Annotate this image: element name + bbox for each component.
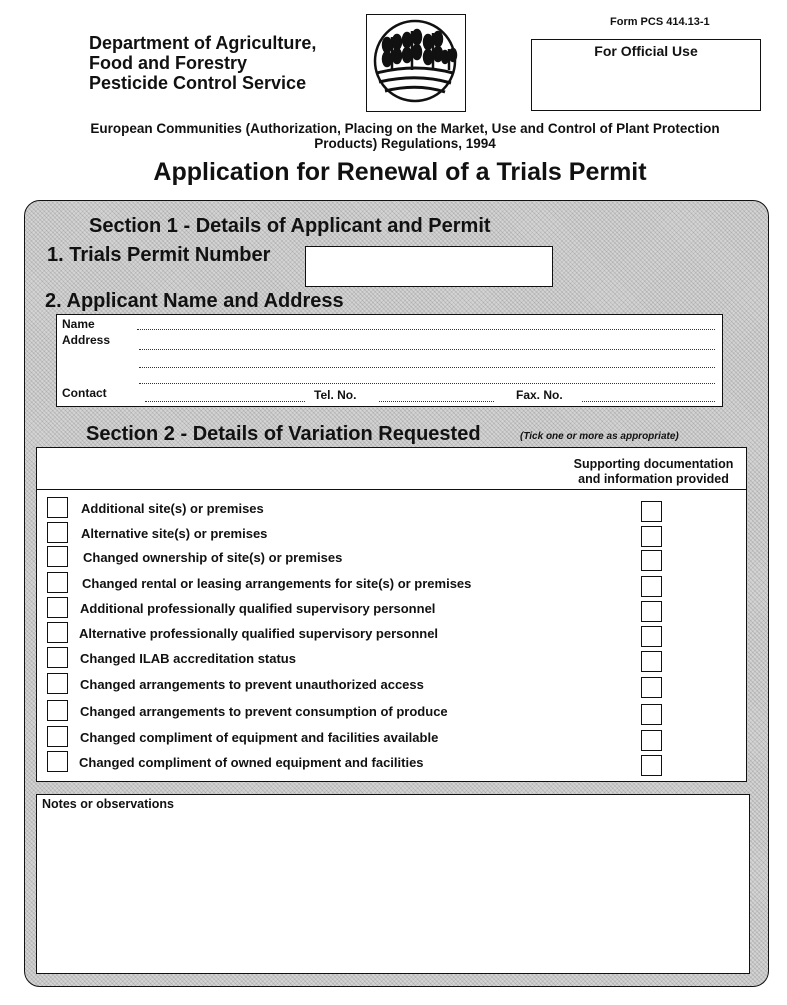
supporting-docs-checkbox[interactable] xyxy=(641,601,662,622)
applicant-details-box xyxy=(56,314,723,407)
department-line: Department of Agriculture, xyxy=(89,33,317,53)
variation-checkbox[interactable] xyxy=(47,497,68,518)
supporting-docs-checkbox[interactable] xyxy=(641,526,662,547)
department-line: Pesticide Control Service xyxy=(89,73,307,93)
regulations-text: European Communities (Authorization, Placing on the Market, Use and Control of Plant Protection Products) Regulations, 1994 xyxy=(90,121,720,151)
variation-checkbox[interactable] xyxy=(47,751,68,772)
address-field-line-2[interactable] xyxy=(139,367,715,368)
variation-label: Alternative professionally qualified supervisory personnel xyxy=(79,626,439,641)
page-title: Application for Renewal of a Trials Permit xyxy=(153,158,647,186)
variation-label: Changed arrangements to prevent unauthorized access xyxy=(80,677,424,692)
supporting-docs-checkbox[interactable] xyxy=(641,576,662,597)
variation-checkbox[interactable] xyxy=(47,522,68,543)
supporting-docs-header-line: Supporting documentation xyxy=(573,457,734,471)
address-field-line-1[interactable] xyxy=(139,349,715,350)
notes-field[interactable] xyxy=(36,794,750,974)
supporting-docs-checkbox[interactable] xyxy=(641,501,662,522)
tel-field[interactable] xyxy=(379,401,494,402)
notes-label: Notes or observations xyxy=(42,797,174,811)
department-line: Food and Forestry xyxy=(89,53,248,73)
section-2-note: (Tick one or more as appropriate) xyxy=(520,431,679,442)
official-use-label: For Official Use xyxy=(594,43,698,59)
variation-label: Additional professionally qualified supervisory personnel xyxy=(80,601,436,616)
variation-label: Changed compliment of owned equipment and facilities xyxy=(79,755,424,770)
variation-checkbox[interactable] xyxy=(47,700,68,721)
variation-label: Changed arrangements to prevent consumption of produce xyxy=(80,704,448,719)
address-label: Address xyxy=(62,333,111,347)
variation-checkbox[interactable] xyxy=(47,673,68,694)
fax-label: Fax. No. xyxy=(516,388,563,402)
variation-checkbox[interactable] xyxy=(47,726,68,747)
trials-permit-number-label: 1. Trials Permit Number xyxy=(47,244,271,266)
supporting-docs-header-line: and information provided xyxy=(578,472,729,486)
address-field-line-3[interactable] xyxy=(139,383,715,384)
variation-checkbox[interactable] xyxy=(47,546,68,567)
trials-permit-number-field[interactable] xyxy=(305,246,553,287)
variation-label: Changed ILAB accreditation status xyxy=(80,651,296,666)
department-emblem-icon xyxy=(366,14,466,112)
variation-checkbox[interactable] xyxy=(47,597,68,618)
contact-label: Contact xyxy=(62,386,107,400)
options-header-divider xyxy=(36,489,747,490)
applicant-name-address-label: 2. Applicant Name and Address xyxy=(45,290,344,312)
name-field[interactable] xyxy=(137,329,715,330)
supporting-docs-checkbox[interactable] xyxy=(641,677,662,698)
supporting-docs-checkbox[interactable] xyxy=(641,755,662,776)
variation-checkbox[interactable] xyxy=(47,572,68,593)
variation-label: Changed rental or leasing arrangements for site(s) or premises xyxy=(82,576,472,591)
section-1-title: Section 1 - Details of Applicant and Permit xyxy=(89,215,491,237)
supporting-docs-checkbox[interactable] xyxy=(641,730,662,751)
section-2-title: Section 2 - Details of Variation Requested xyxy=(86,423,481,445)
variation-label: Changed compliment of equipment and facilities available xyxy=(80,730,439,745)
variation-label: Changed ownership of site(s) or premises xyxy=(83,550,343,565)
variation-checkbox[interactable] xyxy=(47,622,68,643)
supporting-docs-checkbox[interactable] xyxy=(641,550,662,571)
supporting-docs-checkbox[interactable] xyxy=(641,651,662,672)
fax-field[interactable] xyxy=(582,401,715,402)
contact-field[interactable] xyxy=(145,401,305,402)
supporting-docs-header xyxy=(556,457,751,487)
supporting-docs-checkbox[interactable] xyxy=(641,626,662,647)
supporting-docs-checkbox[interactable] xyxy=(641,704,662,725)
form-number: Form PCS 414.13-1 xyxy=(610,16,710,28)
variation-label: Alternative site(s) or premises xyxy=(81,526,268,541)
variation-checkbox[interactable] xyxy=(47,647,68,668)
variation-label: Additional site(s) or premises xyxy=(81,501,264,516)
official-use-box xyxy=(531,39,761,111)
name-label: Name xyxy=(62,317,95,331)
tel-label: Tel. No. xyxy=(314,388,357,402)
department-name xyxy=(89,33,316,93)
